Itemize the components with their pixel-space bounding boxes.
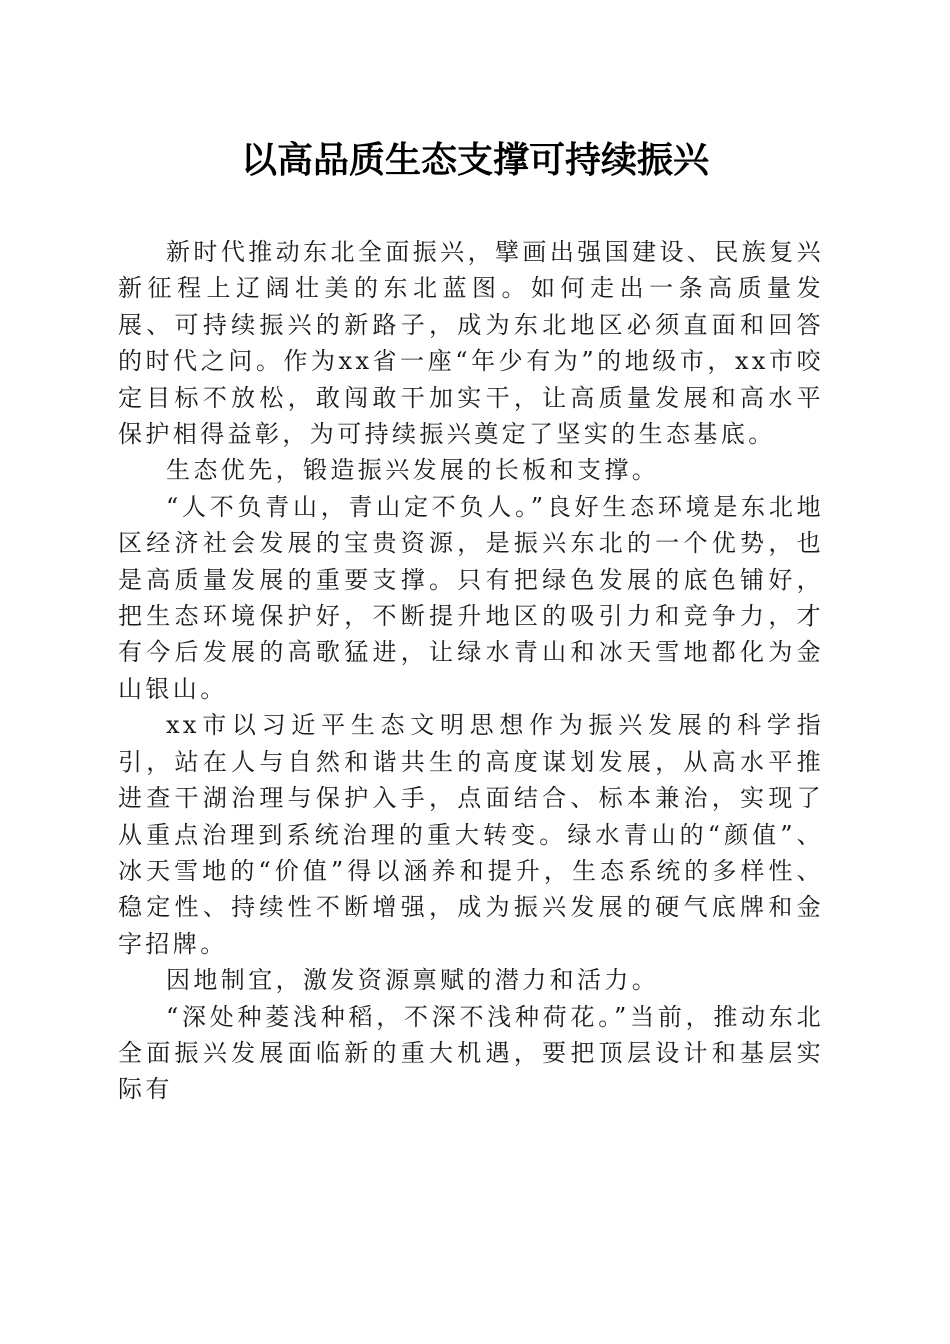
document-title: 以高品质生态支撑可持续振兴: [240, 139, 709, 181]
paragraph: “深处种菱浅种稻，不深不浅种荷花。”当前，推动东北全面振兴发展面临新的重大机遇，要把顶层设计和基层实际有: [118, 1002, 824, 1104]
document-body: [118, 234, 824, 1108]
paragraph: “人不负青山，青山定不负人。”良好生态环境是东北地区经济社会发展的宝贵资源，是振兴东北的一个优势，也是高质量发展的重要支撑。只有把绿色发展的底色铺好，把生态环境保护好，不断提升地区的吸引力和竞争力，才有今后发展的高歌猛进，让绿水青山和冰天雪地都化为金山银山。: [118, 492, 824, 703]
paragraph: 新时代推动东北全面振兴，擘画出强国建设、民族复兴新征程上辽阔壮美的东北蓝图。如何走出一条高质量发展、可持续振兴的新路子，成为东北地区必须直面和回答的时代之问。作为xx省一座“年少有为”的地级市，xx市咬定目标不放松，敢闯敢干加实干，让高质量发展和高水平保护相得益彰，为可持续振兴奠定了坚实的生态基底。: [118, 238, 824, 449]
section-heading: 生态优先，锻造振兴发展的长板和支撑。: [166, 456, 660, 485]
paragraph: xx市以习近平生态文明思想作为振兴发展的科学指引，站在人与自然和谐共生的高度谋划发展，从高水平推进查干湖治理与保护入手，点面结合、标本兼治，实现了从重点治理到系统治理的重大转变。绿水青山的“颜值”、冰天雪地的“价值”得以涵养和提升，生态系统的多样性、稳定性、持续性不断增强，成为振兴发展的硬气底牌和金字招牌。: [118, 711, 824, 958]
section-heading: 因地制宜，激发资源禀赋的潜力和活力。: [166, 966, 660, 995]
